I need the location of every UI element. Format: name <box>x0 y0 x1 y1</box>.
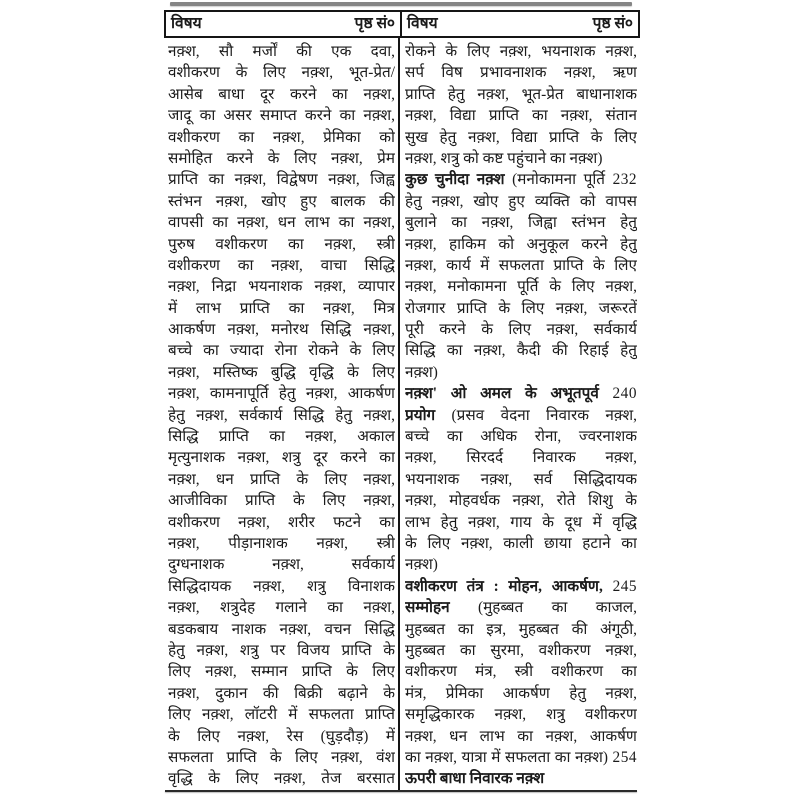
toc-entry-title: कुछ चुनीदा नक़्श <box>405 171 505 189</box>
toc-line: नक़्श, धन प्राप्ति के लिए नक़्श, <box>168 470 395 488</box>
scan-edge-artifact <box>170 2 632 6</box>
toc-line: में लाभ प्राप्ति का नक़्श, मित्र <box>168 299 395 317</box>
toc-line: नक़्श, मनोकामना पूर्ति के लिए नक़्श, <box>405 278 637 296</box>
toc-line: बडकबाय नाशक नक़्श, वचन सिद्धि <box>168 620 395 638</box>
toc-entry-title: सम्मोहन <box>405 599 450 617</box>
toc-line: मंत्र, प्रेमिका आकर्षण हेतु नक़्श, <box>405 684 637 702</box>
page-number: 245 <box>612 577 637 595</box>
toc-line: वृद्धि के लिए नक़्श, तेज बरसात <box>168 770 395 788</box>
toc-line: नक़्श, कार्य में सफलता प्राप्ति के लिए <box>405 256 637 274</box>
toc-line: नक़्श, मोहवर्धक नक़्श, रोते शिशु के <box>405 492 637 510</box>
toc-line: दुग्धनाशक नक़्श, सर्वकार्य <box>168 556 395 574</box>
toc-line: वशीकरण नक़्श, शरीर फटने का <box>168 513 395 531</box>
toc-line: नक़्श, निद्रा भयनाशक नक़्श, व्यापार <box>168 278 395 296</box>
toc-line: सफलता प्राप्ति के लिए नक़्श, वंश <box>168 748 395 766</box>
toc-line: वशीकरण का नक़्श, वाचा सिद्धि <box>168 256 395 274</box>
page-number: 240 <box>612 385 637 403</box>
toc-line: नक़्श) <box>405 556 438 574</box>
toc-line: नक़्श, पीड़ानाशक नक़्श, स्त्री <box>168 534 395 552</box>
toc-line: बुलाने का नक़्श, जिह्वा स्तंभन हेतु <box>405 214 637 232</box>
toc-column-right <box>400 38 640 790</box>
toc-line: के लिए नक़्श, रेस (घुड़दौड़) में <box>168 727 395 745</box>
toc-line: नक़्श, हाकिम को अनुकूल करने हेतु <box>405 235 637 253</box>
toc-line: हेतु नक़्श, सर्वकार्य सिद्धि हेतु नक़्श, <box>168 406 395 424</box>
toc-line: सर्प विष प्रभावनाशक नक़्श, ऋण <box>405 64 637 82</box>
toc-line: हेतु नक़्श, शत्रु पर विजय प्राप्ति के <box>168 641 395 659</box>
toc-line: आजीविका प्राप्ति के लिए नक़्श, <box>168 492 395 510</box>
toc-line: पूरी करने के लिए नक़्श, सर्वकार्य <box>405 321 637 339</box>
toc-header-cell-left <box>166 12 400 36</box>
toc-line <box>405 383 637 404</box>
toc-line: नक़्श, धन लाभ का नक़्श, आकर्षण <box>405 727 637 745</box>
toc-line: का नक़्श, यात्रा में सफलता का नक़्श) 254 <box>405 748 637 766</box>
page-number: 254 <box>612 748 637 766</box>
toc-line: नक़्श, शत्रुदेह गलाने का नक़्श, <box>168 599 395 617</box>
toc-line: समोहित करने के लिए नक़्श, प्रेम <box>168 149 395 167</box>
toc-entry-title: वशीकरण तंत्र : मोहन, आकर्षण, <box>405 577 603 595</box>
toc-line: प्राप्ति का नक़्श, विद्वेषण नक़्श, जिह्व <box>168 171 395 189</box>
toc-header-row <box>164 10 640 38</box>
toc-entry-title: प्रयोग <box>405 406 436 424</box>
toc-line: वापसी का नक़्श, धन लाभ का नक़्श, <box>168 214 395 232</box>
subject-header-right: विषय <box>407 15 438 33</box>
subject-header-left: विषय <box>171 15 202 33</box>
toc-line: जादू का असर समाप्त करने का नक़्श, <box>168 107 395 125</box>
toc-line: हेतु नक़्श, खोए हुए व्यक्ति को वापस <box>405 192 637 210</box>
toc-line: सुख हेतु नक़्श, विद्या प्राप्ति के लिए <box>405 128 637 146</box>
toc-line: आकर्षण नक़्श, मनोरथ सिद्धि नक़्श, <box>168 321 395 339</box>
toc-line: भयनाशक नक़्श, सर्व सिद्धिदायक <box>405 470 637 488</box>
toc-header-cell-right <box>400 12 638 36</box>
toc-line: नक़्श, कामनापूर्ति हेतु नक़्श, आकर्षण <box>168 385 395 403</box>
toc-line: वशीकरण मंत्र, स्त्री वशीकरण का <box>405 663 637 681</box>
toc-line: रोकने के लिए नक़्श, भयनाशक नक़्श, <box>405 43 637 60</box>
toc-line: लिए नक़्श, सम्मान प्राप्ति के लिए <box>168 663 395 681</box>
toc-column-left <box>164 38 400 790</box>
toc-line: मुहब्बत का सुरमा, वशीकरण नक़्श, <box>405 641 637 659</box>
toc-line: के लिए नक़्श, काली छाया हटाने का <box>405 534 637 552</box>
toc-line: सिद्धि प्राप्ति का नक़्श, अकाल <box>168 428 395 446</box>
toc-line: नक़्श, मस्तिष्क बुद्धि वृद्धि के लिए <box>168 363 395 381</box>
page-number-header-left: पृष्ठ सं० <box>354 15 395 33</box>
toc-entry-title: ऊपरी बाधा निवारक नक़्श <box>405 770 545 788</box>
toc-line: लिए नक़्श, लॉटरी में सफलता प्राप्ति <box>168 706 395 724</box>
toc-body <box>164 38 640 790</box>
toc-line: पुरुष वशीकरण का नक़्श, स्त्री <box>168 235 395 253</box>
toc-line: नक़्श, दुकान की बिक्री बढ़ाने के <box>168 684 395 702</box>
toc-line: नक़्श, सिरदर्द निवारक नक़्श, <box>405 449 637 467</box>
toc-line: नक़्श, विद्या प्राप्ति का नक़्श, संतान <box>405 107 637 125</box>
toc-line <box>405 576 637 597</box>
toc-line: वशीकरण का नक़्श, प्रेमिका को <box>168 128 395 146</box>
toc-line: सम्मोहन (मुहब्बत का काजल, <box>405 599 637 617</box>
toc-line: लाभ हेतु नक़्श, गाय के दूध में वृद्धि <box>405 513 637 531</box>
toc-line: नक़्श, शत्रु को कष्ट पहुंचाने का नक़्श) <box>405 149 603 167</box>
bottom-rule <box>165 790 637 792</box>
toc-line: नक़्श, सौ मर्जों की एक दवा, <box>168 43 395 60</box>
toc-line: समृद्धिकारक नक़्श, शत्रु वशीकरण <box>405 706 637 724</box>
toc-entry-title: नक़्श' ओ अमल के अभूतपूर्व <box>405 385 599 403</box>
toc-line: प्राप्ति हेतु नक़्श, भूत-प्रेत बाधानाशक <box>405 85 637 103</box>
page-number-header-right: पृष्ठ सं० <box>592 15 633 33</box>
toc-line: कुछ चुनीदा नक़्श (मनोकामना पूर्ति 232 <box>405 171 637 189</box>
toc-line <box>405 768 637 789</box>
page-number: 232 <box>612 171 637 189</box>
toc-line: मृत्युनाशक नक़्श, शत्रु दूर करने का <box>168 449 395 467</box>
toc-line: स्तंभन नक़्श, खोए हुए बालक की <box>168 192 395 210</box>
toc-line: आसेब बाधा दूर करने का नक़्श, <box>168 85 395 103</box>
toc-line: सिद्धि का नक़्श, कैदी की रिहाई हेतु <box>405 342 637 360</box>
table-of-contents <box>164 10 640 792</box>
toc-line: वशीकरण के लिए नक़्श, भूत-प्रेत/ <box>168 64 395 82</box>
toc-line: बच्चे का अधिक रोना, ज्वरनाशक <box>405 428 637 446</box>
toc-line: सिद्धिदायक नक़्श, शत्रु विनाशक <box>168 577 395 595</box>
toc-line: बच्चे का ज्यादा रोना रोकने के लिए <box>168 342 395 360</box>
toc-line: रोजगार प्राप्ति के लिए नक़्श, जरूरतें <box>405 299 637 317</box>
toc-line: प्रयोग (प्रसव वेदना निवारक नक़्श, <box>405 406 637 424</box>
toc-line: मुहब्बत का इत्र, मुहब्बत की अंगूठी, <box>405 620 637 638</box>
toc-line: नक़्श) <box>405 363 438 381</box>
